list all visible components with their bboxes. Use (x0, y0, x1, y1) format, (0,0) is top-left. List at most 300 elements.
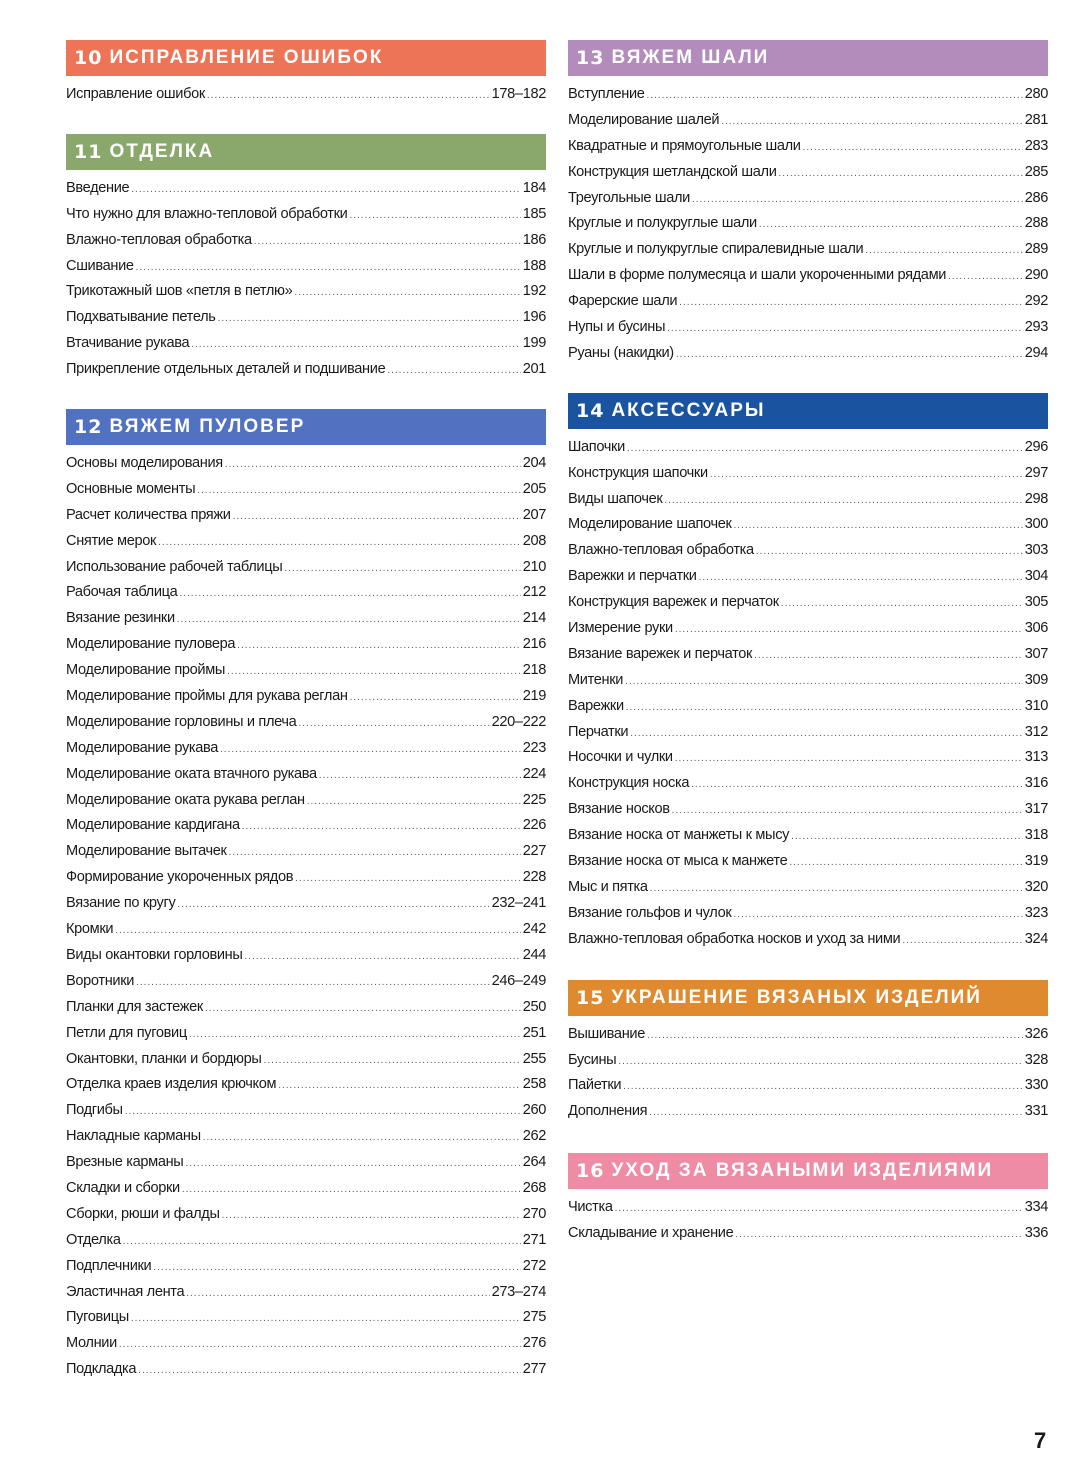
toc-entry[interactable] (568, 745, 1048, 771)
dot-leader (710, 462, 1023, 488)
entry-title: Моделирование вытачек (66, 843, 227, 860)
toc-entry[interactable] (66, 1047, 546, 1073)
toc-entry[interactable] (66, 1357, 546, 1383)
dot-leader (779, 161, 1023, 187)
entry-title: Формирование укороченных рядов (66, 869, 294, 886)
dot-leader (754, 643, 1023, 669)
entry-page: 300 (1024, 516, 1048, 533)
dot-leader (865, 238, 1022, 264)
dot-leader (699, 565, 1023, 591)
dot-leader (197, 478, 520, 504)
toc-entry[interactable] (568, 160, 1048, 186)
toc-entry[interactable] (66, 969, 546, 995)
dot-leader (189, 1022, 521, 1048)
entry-title: Складки и сборки (66, 1179, 180, 1196)
toc-entry[interactable] (66, 357, 546, 383)
entry-title: Треугольные шали (568, 189, 690, 206)
toc-entry[interactable] (568, 927, 1048, 953)
toc-entry[interactable] (568, 1221, 1048, 1247)
dot-leader (647, 83, 1023, 109)
dot-leader (136, 255, 521, 281)
toc-entry[interactable] (66, 995, 546, 1021)
dot-leader (948, 264, 1023, 290)
toc-entry[interactable] (568, 341, 1048, 367)
entry-page: 289 (1024, 241, 1048, 258)
toc-entry[interactable] (66, 891, 546, 917)
entry-page: 255 (522, 1050, 546, 1067)
toc-entry[interactable] (66, 1331, 546, 1357)
toc-entry[interactable] (66, 736, 546, 762)
entry-page: 246–249 (491, 972, 546, 989)
toc-entry[interactable] (568, 263, 1048, 289)
section-header (66, 40, 546, 76)
toc-entry[interactable] (66, 176, 546, 202)
entry-title: Моделирование кардигана (66, 817, 240, 834)
entry-page: 313 (1024, 749, 1048, 766)
entry-title: Конструкция носка (568, 775, 690, 792)
dot-leader (902, 928, 1022, 954)
dot-leader (298, 711, 489, 737)
toc-entry[interactable] (66, 1280, 546, 1306)
dot-leader (615, 1196, 1023, 1222)
section-header (568, 980, 1048, 1016)
dot-leader (207, 83, 490, 109)
entry-page: 304 (1024, 568, 1048, 585)
entry-title: Вышивание (568, 1025, 645, 1042)
toc-entry[interactable] (66, 228, 546, 254)
entry-title: Эластичная лента (66, 1283, 185, 1300)
toc-entry[interactable] (66, 1254, 546, 1280)
dot-leader (153, 1255, 520, 1281)
dot-leader (349, 203, 520, 229)
entry-title: Что нужно для влажно-тепловой обработки (66, 205, 348, 222)
entry-title: Руаны (накидки) (568, 344, 674, 361)
entry-title: Нупы и бусины (568, 319, 666, 336)
dot-leader (692, 187, 1023, 213)
dot-leader (650, 876, 1023, 902)
dot-leader (759, 212, 1023, 238)
dot-leader (179, 581, 520, 607)
entry-page: 242 (522, 921, 546, 938)
entry-page: 178–182 (491, 86, 546, 102)
dot-leader (237, 633, 521, 659)
toc-entry[interactable] (568, 720, 1048, 746)
toc-entry[interactable] (66, 1021, 546, 1047)
dot-leader (667, 316, 1023, 342)
toc-entry[interactable] (66, 305, 546, 331)
entry-title: Рабочая таблица (66, 584, 178, 601)
toc-entry[interactable] (66, 1072, 546, 1098)
section-title: ВЯЖЕМ ШАЛИ (611, 47, 770, 68)
entry-page: 306 (1024, 620, 1048, 637)
toc-entry[interactable] (66, 1305, 546, 1331)
dot-leader (131, 177, 520, 203)
section-number: 16 (576, 1160, 605, 1183)
dot-leader (387, 358, 520, 384)
toc-entry[interactable] (66, 813, 546, 839)
dot-leader (227, 659, 521, 685)
entry-title: Основы моделирования (66, 455, 223, 472)
dot-leader (264, 1048, 521, 1074)
page-number: 7 (1034, 1428, 1047, 1453)
toc-entry[interactable] (568, 315, 1048, 341)
entry-title: Сборки, рюши и фалды (66, 1205, 220, 1222)
entry-page: 277 (522, 1361, 546, 1378)
entry-title: Вязание носка от манжеты к мысу (568, 827, 790, 844)
dot-leader (626, 695, 1023, 721)
entry-page: 184 (522, 179, 546, 196)
toc-entry[interactable] (568, 237, 1048, 263)
toc-entry[interactable] (66, 1228, 546, 1254)
toc-entry[interactable] (66, 865, 546, 891)
toc-entry[interactable] (568, 1022, 1048, 1048)
entry-title: Моделирование проймы для рукава реглан (66, 688, 348, 705)
entry-page: 224 (522, 765, 546, 782)
dot-leader (679, 290, 1023, 316)
entry-title: Дополнения (568, 1103, 648, 1120)
entry-title: Пайетки (568, 1077, 622, 1094)
toc-entry[interactable] (66, 658, 546, 684)
toc-entry[interactable] (568, 512, 1048, 538)
entry-title: Бусины (568, 1051, 617, 1068)
toc-entry[interactable] (66, 1202, 546, 1228)
toc-entry[interactable] (66, 917, 546, 943)
entry-page: 220–222 (491, 713, 546, 730)
entry-title: Моделирование шапочек (568, 516, 732, 533)
entry-page: 272 (522, 1257, 546, 1274)
dot-leader (225, 452, 521, 478)
toc-entry[interactable] (66, 1150, 546, 1176)
left-column (66, 40, 546, 1409)
toc-entry[interactable] (66, 331, 546, 357)
dot-leader (803, 135, 1023, 161)
toc-entry[interactable] (568, 211, 1048, 237)
entry-title: Использование рабочей таблицы (66, 558, 283, 575)
toc-entry[interactable] (568, 186, 1048, 212)
entry-page: 188 (522, 257, 546, 274)
section-number: 12 (74, 416, 103, 439)
entry-title: Фарерские шали (568, 293, 678, 310)
toc-entry[interactable] (568, 797, 1048, 823)
toc-entry[interactable] (66, 580, 546, 606)
section-title: ИСПРАВЛЕНИЕ ОШИБОК (109, 47, 384, 68)
entry-page: 196 (522, 309, 546, 326)
entry-page: 305 (1024, 594, 1048, 611)
entry-title: Варежки (568, 697, 624, 714)
toc-section-11 (66, 134, 546, 383)
entry-page: 214 (522, 610, 546, 627)
dot-leader (284, 556, 520, 582)
dot-leader (229, 840, 521, 866)
dot-leader (233, 504, 521, 530)
section-header (568, 40, 1048, 76)
entry-page: 323 (1024, 904, 1048, 921)
entry-page: 320 (1024, 878, 1048, 895)
toc-entry[interactable] (568, 461, 1048, 487)
entry-page: 286 (1024, 189, 1048, 206)
toc-entry[interactable] (66, 943, 546, 969)
dot-leader (125, 1099, 521, 1125)
entry-page: 330 (1024, 1077, 1048, 1094)
entry-page: 264 (522, 1154, 546, 1171)
entry-page: 232–241 (491, 895, 546, 912)
entry-page: 260 (522, 1102, 546, 1119)
entry-page: 210 (522, 558, 546, 575)
entry-title: Мыс и пятка (568, 878, 648, 895)
toc-entry[interactable] (66, 279, 546, 305)
entry-title: Носочки и чулки (568, 749, 673, 766)
toc-entry[interactable] (568, 108, 1048, 134)
dot-leader (649, 1100, 1023, 1126)
toc-entry[interactable] (568, 82, 1048, 108)
section-number: 13 (576, 47, 605, 69)
dot-leader (627, 436, 1023, 462)
entry-title: Измерение руки (568, 620, 673, 637)
entry-page: 271 (522, 1231, 546, 1248)
entry-title: Подплечники (66, 1257, 152, 1274)
toc-entry[interactable] (66, 1098, 546, 1124)
toc-entry[interactable] (66, 529, 546, 555)
entry-title: Снятие мерок (66, 532, 157, 549)
entry-page: 317 (1024, 801, 1048, 818)
dot-leader (675, 617, 1023, 643)
toc-section-10 (66, 40, 546, 108)
entry-title: Чистка (568, 1199, 613, 1216)
entry-page: 310 (1024, 697, 1048, 714)
section-title: ВЯЖЕМ ПУЛОВЕР (109, 416, 306, 438)
toc-entry[interactable] (66, 762, 546, 788)
toc-entry[interactable] (568, 134, 1048, 160)
dot-leader (123, 1229, 521, 1255)
dot-leader (203, 1125, 521, 1151)
entry-title: Влажно-тепловая обработка носков и уход за ними (568, 930, 901, 947)
entry-title: Влажно-тепловая обработка (66, 231, 252, 248)
dot-leader (756, 539, 1023, 565)
entry-title: Молнии (66, 1335, 117, 1352)
entry-title: Варежки и перчатки (568, 568, 697, 585)
toc-entry[interactable] (66, 710, 546, 736)
toc-entry[interactable] (66, 451, 546, 477)
entry-title: Шапочки (568, 438, 625, 455)
entry-title: Вязание носков (568, 801, 670, 818)
entry-title: Моделирование оката втачного рукава (66, 765, 317, 782)
section-number: 10 (74, 47, 103, 69)
toc-entry[interactable] (568, 771, 1048, 797)
entry-title: Моделирование оката рукава реглан (66, 791, 305, 808)
toc-entry[interactable] (66, 684, 546, 710)
entry-title: Конструкция шетландской шали (568, 163, 777, 180)
dot-leader (186, 1281, 489, 1307)
toc-entry[interactable] (66, 503, 546, 529)
dot-leader (350, 685, 521, 711)
section-header (66, 409, 546, 445)
section-header (66, 134, 546, 170)
toc-entry[interactable] (568, 1048, 1048, 1074)
dot-leader (242, 814, 521, 840)
toc-entry[interactable] (568, 538, 1048, 564)
entry-title: Моделирование горловины и плеча (66, 713, 297, 730)
entry-title: Виды окантовки горловины (66, 946, 243, 963)
entry-page: 258 (522, 1076, 546, 1093)
toc-section-16 (568, 1153, 1048, 1247)
entry-page: 212 (522, 584, 546, 601)
entry-title: Пуговицы (66, 1309, 129, 1326)
toc-entry[interactable] (568, 823, 1048, 849)
entry-page: 270 (522, 1205, 546, 1222)
entry-page: 276 (522, 1335, 546, 1352)
section-title: УХОД ЗА ВЯЗАНЫМИ ИЗДЕЛИЯМИ (611, 1160, 994, 1182)
entry-page: 293 (1024, 319, 1048, 336)
entry-page: 281 (1024, 111, 1048, 128)
toc-entry[interactable] (568, 901, 1048, 927)
section-title: АКСЕССУАРЫ (611, 399, 766, 421)
entry-page: 292 (1024, 293, 1048, 310)
entry-page: 273–274 (491, 1283, 546, 1300)
entry-title: Моделирование проймы (66, 662, 226, 679)
toc-entry[interactable] (568, 694, 1048, 720)
entry-page: 331 (1024, 1103, 1048, 1120)
toc-entry[interactable] (568, 1099, 1048, 1125)
entry-page: 319 (1024, 853, 1048, 870)
entry-title: Врезные карманы (66, 1154, 184, 1171)
toc-entry[interactable] (66, 1176, 546, 1202)
entry-page: 280 (1024, 86, 1048, 102)
entry-title: Круглые и полукруглые шали (568, 215, 757, 232)
entry-title: Сшивание (66, 257, 134, 274)
dot-leader (245, 944, 521, 970)
toc-entry[interactable] (568, 1073, 1048, 1099)
dot-leader (623, 1074, 1023, 1100)
entry-page: 186 (522, 231, 546, 248)
entry-title: Подкладка (66, 1361, 137, 1378)
dot-leader (115, 918, 520, 944)
dot-leader (177, 892, 489, 918)
dot-leader (191, 332, 520, 358)
entry-title: Расчет количества пряжи (66, 506, 231, 523)
entry-title: Накладные карманы (66, 1128, 201, 1145)
toc-section-12 (66, 409, 546, 1383)
toc-entry[interactable] (568, 435, 1048, 461)
entry-page: 294 (1024, 344, 1048, 361)
entry-page: 303 (1024, 542, 1048, 559)
entry-page: 216 (522, 636, 546, 653)
toc-entry[interactable] (568, 1195, 1048, 1221)
entry-title: Вязание гольфов и чулок (568, 904, 732, 921)
dot-leader (158, 530, 521, 556)
dot-leader (131, 1306, 521, 1332)
dot-leader (791, 824, 1023, 850)
entry-page: 326 (1024, 1025, 1048, 1042)
entry-page: 283 (1024, 137, 1048, 154)
entry-title: Вязание носка от мыса к манжете (568, 853, 788, 870)
toc-entry[interactable] (568, 668, 1048, 694)
dot-leader (672, 798, 1023, 824)
toc-entry[interactable] (66, 1124, 546, 1150)
entry-title: Воротники (66, 972, 135, 989)
entry-title: Моделирование пуловера (66, 636, 236, 653)
entry-page: 262 (522, 1128, 546, 1145)
toc-entry[interactable] (66, 477, 546, 503)
entry-page: 324 (1024, 930, 1048, 947)
toc-entry[interactable] (66, 202, 546, 228)
entry-title: Основные моменты (66, 480, 196, 497)
toc-entry[interactable] (66, 606, 546, 632)
toc-section-15 (568, 980, 1048, 1126)
dot-leader (295, 866, 521, 892)
entry-title: Кромки (66, 921, 114, 938)
entry-title: Конструкция варежек и перчаток (568, 594, 779, 611)
right-column (568, 40, 1048, 1273)
entry-title: Перчатки (568, 723, 629, 740)
toc-entry[interactable] (66, 632, 546, 658)
entry-title: Втачивание рукава (66, 335, 190, 352)
toc-entry[interactable] (568, 564, 1048, 590)
toc-entry[interactable] (568, 849, 1048, 875)
entry-page: 225 (522, 791, 546, 808)
entry-title: Трикотажный шов «петля в петлю» (66, 283, 293, 300)
entry-page: 316 (1024, 775, 1048, 792)
toc-entry[interactable] (568, 616, 1048, 642)
entry-page: 228 (522, 869, 546, 886)
dot-leader (691, 772, 1023, 798)
entry-title: Отделка (66, 1231, 121, 1248)
entry-title: Виды шапочек (568, 490, 663, 507)
entry-page: 251 (522, 1024, 546, 1041)
dot-leader (254, 229, 521, 255)
toc-entry[interactable] (568, 289, 1048, 315)
toc-entry[interactable] (568, 642, 1048, 668)
dot-leader (138, 1358, 521, 1384)
toc-entry[interactable] (568, 487, 1048, 513)
entry-title: Круглые и полукруглые спиралевидные шали (568, 241, 864, 258)
dot-leader (182, 1177, 521, 1203)
dot-leader (734, 513, 1023, 539)
entry-title: Вязание варежек и перчаток (568, 645, 753, 662)
entry-page: 275 (522, 1309, 546, 1326)
entry-page: 285 (1024, 163, 1048, 180)
dot-leader (630, 721, 1022, 747)
toc-entry[interactable] (66, 555, 546, 581)
toc-section-14 (568, 393, 1048, 953)
dot-leader (625, 669, 1023, 695)
toc-entry[interactable] (66, 82, 546, 108)
dot-leader (294, 280, 520, 306)
entry-page: 268 (522, 1179, 546, 1196)
entry-page: 199 (522, 335, 546, 352)
entry-page: 328 (1024, 1051, 1048, 1068)
entry-page: 290 (1024, 267, 1048, 284)
entry-title: Планки для застежек (66, 998, 203, 1015)
dot-leader (664, 488, 1022, 514)
entry-page: 309 (1024, 671, 1048, 688)
entry-title: Вязание резинки (66, 610, 175, 627)
section-header (568, 393, 1048, 429)
entry-title: Вязание по кругу (66, 895, 176, 912)
entry-title: Квадратные и прямоугольные шали (568, 137, 801, 154)
toc-entry[interactable] (66, 254, 546, 280)
toc-entry[interactable] (568, 590, 1048, 616)
section-title: УКРАШЕНИЕ ВЯЗАНЫХ ИЗДЕЛИЙ (611, 986, 982, 1008)
dot-leader (319, 763, 521, 789)
entry-page: 297 (1024, 464, 1048, 481)
entry-title: Вступление (568, 86, 645, 102)
entry-page: 227 (522, 843, 546, 860)
dot-leader (307, 789, 521, 815)
toc-entry[interactable] (66, 788, 546, 814)
entry-page: 192 (522, 283, 546, 300)
toc-entry[interactable] (568, 875, 1048, 901)
toc-entry[interactable] (66, 839, 546, 865)
